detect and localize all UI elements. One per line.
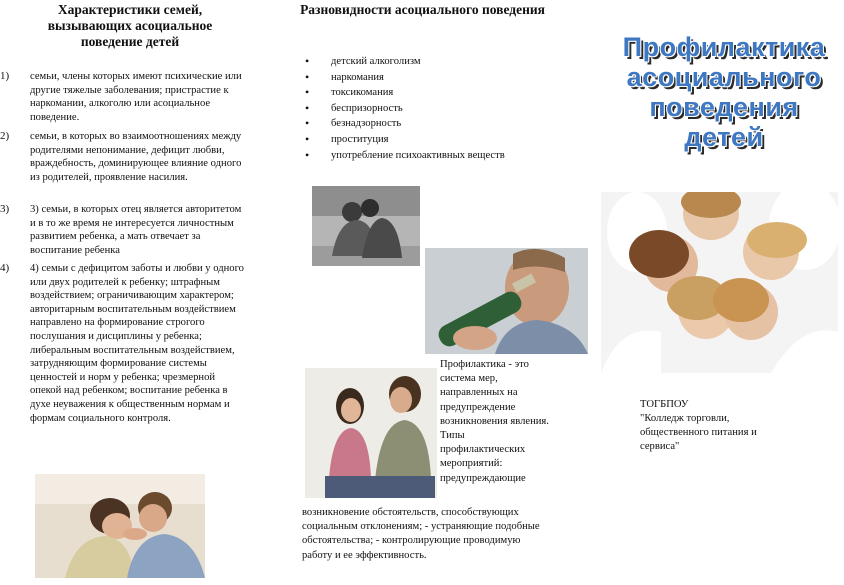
organization-name: "Колледж торговли, общественного питания и сервиса" xyxy=(640,413,757,453)
list-item xyxy=(305,54,565,70)
bullet-text: токсикомания xyxy=(331,87,394,99)
list-number-4: 4) xyxy=(0,262,10,274)
bullet-text: наркомания xyxy=(331,71,384,83)
middle-heading: Разновидности асоциального поведения xyxy=(300,2,545,17)
list-number-1: 1) xyxy=(0,70,10,82)
list-number-2: 2) xyxy=(0,130,10,142)
bullet-icon: • xyxy=(305,131,310,146)
bullet-icon: • xyxy=(305,147,310,162)
photo-group-girls xyxy=(601,192,838,373)
bullet-icon: • xyxy=(305,85,310,100)
brochure-title: Профилактика асоциального поведения детей xyxy=(622,32,826,152)
list-item xyxy=(305,101,565,117)
list-item xyxy=(305,85,565,101)
bullet-text: безнадзорность xyxy=(331,118,402,130)
list-item xyxy=(305,116,565,132)
list-item-1: семьи, члены которых имеют психические или другие тяжелые заболевания; пристрастие к наркомании, алкоголю или асоциальное поведение. xyxy=(30,71,242,123)
photo-street-children xyxy=(312,186,420,266)
behavior-types-list xyxy=(305,54,565,163)
bullet-text: детский алкоголизм xyxy=(331,56,421,67)
bullet-text: проституция xyxy=(331,133,389,145)
bullet-icon: • xyxy=(305,54,310,68)
list-item xyxy=(305,148,565,164)
bullet-text: беспризорность xyxy=(331,102,403,114)
bullet-text: употребление психоактивных веществ xyxy=(331,149,505,161)
left-heading: Характеристики семей, вызывающих асоциальное поведение детей xyxy=(47,2,213,49)
bullet-icon: • xyxy=(305,116,310,131)
list-number-3: 3) xyxy=(0,203,10,215)
prevention-text-wide: возникновение обстоятельств, способствующих социальным отклонениям; - устраняющие подобные обстоятельства; - контролирующие проводимую работу и ее эффективность. xyxy=(302,507,540,561)
list-item xyxy=(305,132,565,148)
organization-line-1: ТОГБПОУ xyxy=(640,399,689,410)
list-item-3: 3) семьи, в которых отец является авторитетом и в то же время не интересуется личностным развитием ребенка, а мать отвечает за воспитание ребенка xyxy=(30,204,242,256)
photo-two-girls xyxy=(305,368,437,498)
photo-teen-drinking xyxy=(425,248,588,354)
bullet-icon: • xyxy=(305,100,310,115)
prevention-text-narrow: Профилактика - это система мер, направленных на предупреждение возникновения явления. Типы профилактических мероприятий: предупреждающие xyxy=(440,359,549,484)
list-item-4: 4) семьи с дефицитом заботы и любви у одного или двух родителей к ребенку; штрафным воздействием; ограничивающим характером; авторитарным воспитательным воздействием направлено на формирование строгого послушания и дисциплины у ребенка; либеральным воспитательным воздействием, затрудняющим формирование системы ценностей и норм у ребенка; чрезмерной опекой над ребенком; воспитание ребенка в духе неуважения к общественным нормам и формам социального контроля. xyxy=(30,263,244,424)
photo-couple-consoling xyxy=(35,474,205,578)
family-characteristics-list xyxy=(0,70,260,470)
list-item-2: семьи, в которых во взаимоотношениях между родителями непонимание, дефицит любви, враждебность, доминирующее влияние одного из родителей, проявление насилия. xyxy=(30,131,242,183)
list-item xyxy=(305,70,565,86)
bullet-icon: • xyxy=(305,69,310,84)
